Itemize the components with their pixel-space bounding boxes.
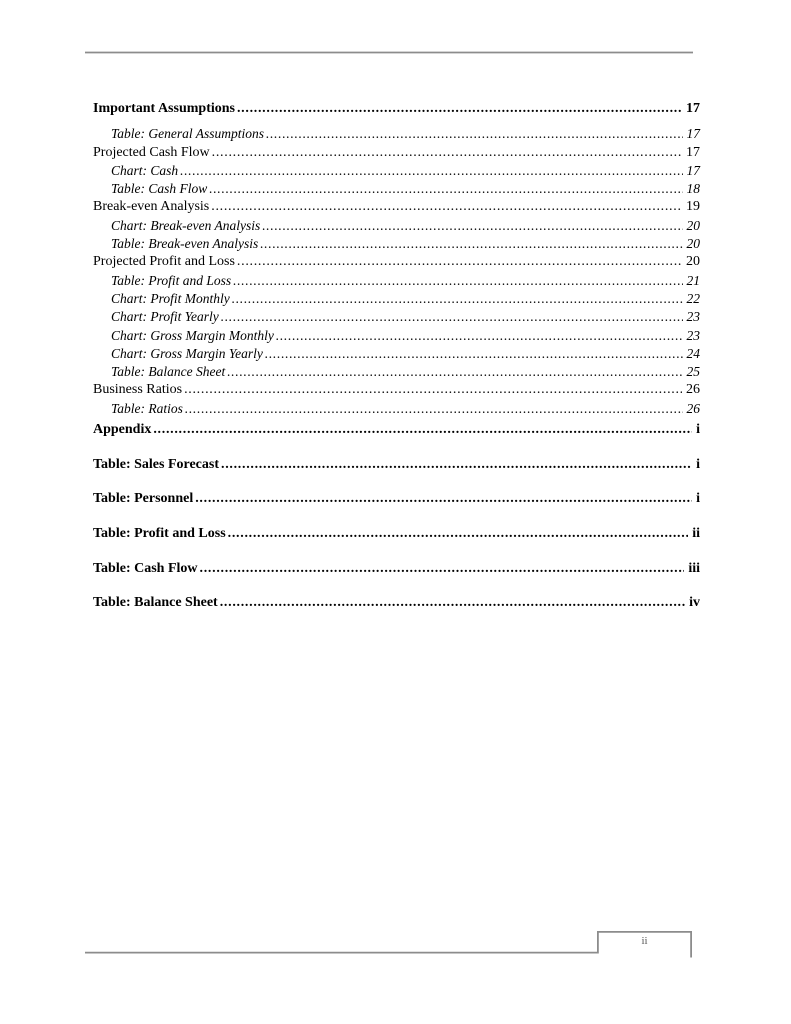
dot-leader <box>266 125 682 143</box>
dot-leader <box>233 272 682 290</box>
toc-entry[interactable] <box>93 144 700 162</box>
toc-entry-page: 20 <box>686 217 700 233</box>
dot-leader <box>220 594 685 612</box>
toc-entry-page: 23 <box>686 309 700 325</box>
toc-entry-label: Important Assumptions <box>93 101 235 116</box>
toc-entry-label: Table: Break-even Analysis <box>111 236 259 252</box>
dot-leader <box>237 253 682 271</box>
dot-leader <box>184 381 682 399</box>
dot-leader <box>185 400 683 418</box>
toc-entry-page: 26 <box>686 382 700 398</box>
toc-entry-page: 17 <box>686 144 700 160</box>
toc-entry[interactable] <box>93 345 700 363</box>
toc-entry-page: iv <box>689 595 700 611</box>
toc-entry-page: 17 <box>686 126 700 142</box>
toc-entry-label: Table: Profit and Loss <box>93 526 226 542</box>
dot-leader <box>211 198 682 216</box>
dot-leader <box>212 144 682 162</box>
toc-entry-label: Table: Balance Sheet <box>93 595 218 611</box>
dot-leader <box>228 525 689 543</box>
toc-entry[interactable] <box>93 217 700 235</box>
appendix-contents <box>93 421 700 613</box>
toc-entry-page: 17 <box>686 101 700 116</box>
toc-entry-page: iii <box>688 560 700 576</box>
toc-entry-page: 21 <box>686 272 700 288</box>
toc-entry-label: Projected Profit and Loss <box>93 254 235 270</box>
toc-entry-label: Chart: Gross Margin Monthly <box>111 327 274 343</box>
toc-entry[interactable] <box>93 272 700 290</box>
dot-leader <box>180 162 682 180</box>
toc-entry[interactable] <box>93 290 700 308</box>
toc-entry-page: 20 <box>686 254 700 270</box>
toc-entry-page: 26 <box>686 400 700 416</box>
toc-entry[interactable] <box>93 363 700 381</box>
toc-entry-label: Table: Balance Sheet <box>111 364 226 380</box>
toc-entry[interactable] <box>93 421 700 439</box>
toc-entry[interactable] <box>93 456 700 474</box>
toc-entry-page: i <box>696 456 700 472</box>
toc-entry-page: 19 <box>686 199 700 215</box>
toc-entry-page: 18 <box>686 181 700 197</box>
dot-leader <box>153 421 692 439</box>
toc-entry-label: Table: General Assumptions <box>111 126 265 142</box>
toc-entry[interactable] <box>93 308 700 326</box>
toc-entry-label: Table: Profit and Loss <box>111 272 232 288</box>
toc-entry-label: Chart: Cash <box>111 162 179 178</box>
toc-entry-label: Chart: Break-even Analysis <box>111 217 261 233</box>
toc-entry[interactable] <box>93 400 700 418</box>
toc-entry-label: Chart: Gross Margin Yearly <box>111 345 263 361</box>
toc-entry-label: Business Ratios <box>93 382 183 398</box>
dot-leader <box>265 345 683 363</box>
dot-leader <box>209 180 682 198</box>
dot-leader <box>232 290 683 308</box>
dot-leader <box>276 327 683 345</box>
toc-entry-page: 22 <box>686 290 700 306</box>
toc-entry[interactable] <box>93 327 700 345</box>
toc-entry[interactable] <box>93 235 700 253</box>
footer-page-number: ii <box>641 935 648 947</box>
toc-entry-page: 23 <box>686 327 700 343</box>
toc-entry-page: ii <box>692 526 700 542</box>
toc-entry-page: 17 <box>686 162 700 178</box>
toc-entry-page: 20 <box>686 236 700 252</box>
toc-entry-label: Table: Sales Forecast <box>93 456 219 472</box>
dot-leader <box>260 235 682 253</box>
toc-entry[interactable] <box>93 198 700 216</box>
toc-entry-label: Chart: Profit Yearly <box>111 309 219 325</box>
toc-entry-page: 24 <box>686 345 700 361</box>
toc-entry[interactable] <box>93 162 700 180</box>
toc-entry[interactable] <box>93 490 700 508</box>
toc-entry[interactable] <box>93 180 700 198</box>
toc-entry[interactable] <box>93 100 700 118</box>
toc-entry-label: Table: Cash Flow <box>111 181 208 197</box>
dot-leader <box>227 363 682 381</box>
toc-entry[interactable] <box>93 525 700 543</box>
toc-entry-label: Chart: Profit Monthly <box>111 290 230 306</box>
toc-entry-page: i <box>696 422 700 437</box>
dot-leader <box>200 560 685 578</box>
toc-entry[interactable] <box>93 560 700 578</box>
toc-entry[interactable] <box>93 594 700 612</box>
toc-entry-label: Break-even Analysis <box>93 199 210 215</box>
toc-entry-label: Table: Cash Flow <box>93 560 198 576</box>
toc-entry-label: Appendix <box>93 422 152 437</box>
dot-leader <box>195 490 692 508</box>
dot-leader <box>262 217 682 235</box>
dot-leader <box>221 308 683 326</box>
toc-entry[interactable] <box>93 381 700 399</box>
dot-leader <box>221 456 692 474</box>
toc-entry-page: i <box>696 491 700 507</box>
dot-leader <box>237 100 682 118</box>
toc-entry-label: Projected Cash Flow <box>93 144 210 160</box>
table-of-contents <box>93 100 700 418</box>
toc-entry-page: 25 <box>686 364 700 380</box>
toc-entry-label: Table: Personnel <box>93 491 194 507</box>
toc-entry[interactable] <box>93 253 700 271</box>
toc-entry[interactable] <box>93 125 700 143</box>
toc-entry-label: Table: Ratios <box>111 400 183 416</box>
